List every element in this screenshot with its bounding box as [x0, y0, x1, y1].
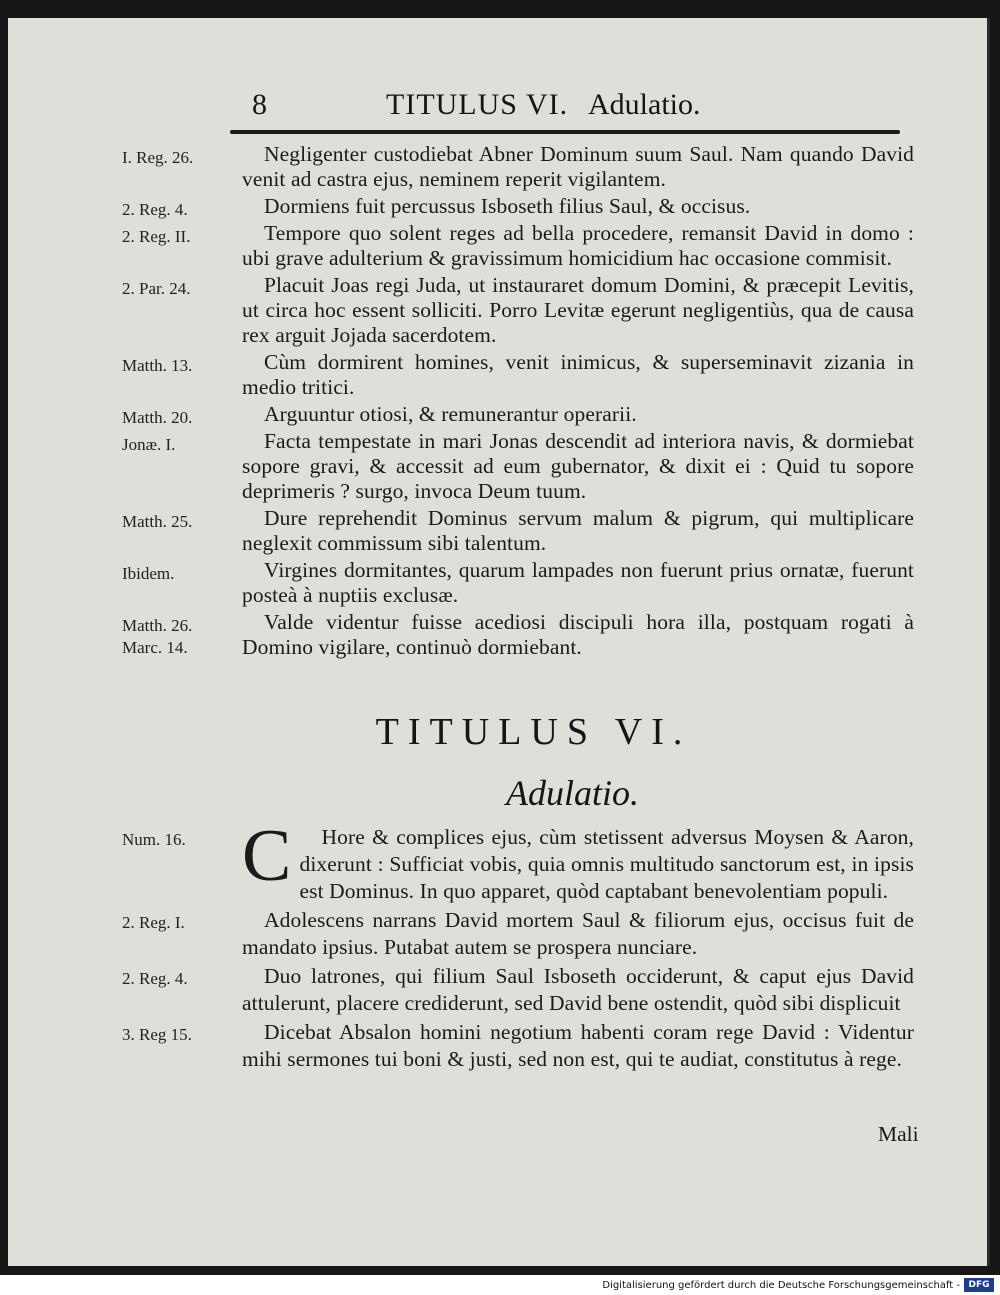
entry-text: Valde videntur fuisse acediosi discipuli hora illa, postquam rogati à Domino vigilare, continuò dormiebant. [242, 610, 914, 659]
running-title: TITULUS VI. [386, 88, 569, 121]
entry [8, 429, 987, 504]
entry-text: Cùm dormirent homines, venit inimicus, & superseminavit zizania in medio tritici. [242, 350, 914, 399]
entry [8, 815, 987, 905]
entry-text: Dure reprehendit Dominus servum malum & pigrum, qui multiplicare neglexit commissum sibi talentum. [242, 506, 914, 555]
entry-text: Arguuntur otiosi, & remunerantur operarii. [264, 402, 637, 426]
entry [8, 221, 987, 271]
page-number: 8 [252, 88, 267, 121]
entry-text: Facta tempestate in mari Jonas descendit ad interiora navis, & dormiebat sopore gravi, & accessit ad eum gubernator, & dixit ei : Quid tu sopore deprimeris ? surgo, invoca Deum tuum. [242, 429, 914, 503]
entry [8, 1019, 987, 1073]
margin-reference: 3. Reg 15. [122, 1025, 192, 1044]
entry-text: Dicebat Absalon homini negotium habenti coram rege David : Videntur mihi sermones tui boni & justi, sed non est, qui te audiat, constitutus à rege. [242, 1020, 914, 1071]
margin-reference: Matth. 13. [122, 356, 193, 375]
header-rule [230, 130, 900, 134]
entry [8, 907, 987, 961]
margin-reference: Matth. 20. [122, 408, 193, 427]
margin-reference: I. Reg. 26. [122, 148, 194, 167]
margin-reference: 2. Reg. 4. [122, 969, 188, 988]
entries-top [8, 142, 987, 662]
entry [8, 610, 987, 660]
entry-text [242, 815, 914, 905]
entry-text: Negligenter custodiebat Abner Dominum suum Saul. Nam quando David venit ad castra ejus, neminem reperit vigilantem. [242, 142, 914, 191]
entry-text: Duo latrones, qui filium Saul Isboseth occiderunt, & caput ejus David attulerunt, placere crediderunt, sed David bene ostendit, quòd sibi displicuit [242, 964, 914, 1015]
entry [8, 142, 987, 192]
entry [8, 273, 987, 348]
entry-text: Placuit Joas regi Juda, ut instauraret domum Domini, & præcepit Levitis, ut circa hoc essent solliciti. Porro Levitæ egerunt negligentiùs, qua de causa rex arguit Jojada sacerdotem. [242, 273, 914, 347]
running-subtitle: Adulatio. [588, 88, 701, 121]
margin-reference: 2. Reg. I. [122, 913, 185, 932]
entry-text-rest: Hore & complices ejus, cùm stetissent adversus Moysen & Aaron, dixerunt : Sufficiat vobis, quia omnis multitudo sanctorum est, in ipsis est Dominus. In quo apparet, quòd captabant benevolentiam populi. [299, 825, 914, 903]
entry-text: Adolescens narrans David mortem Saul & filiorum ejus, occisus fuit de mandato ipsius. Putabat autem se prospera nunciare. [242, 908, 914, 959]
entries-bottom [8, 815, 987, 1075]
catchword: Mali [878, 1122, 919, 1146]
margin-reference: Num. 16. [122, 830, 186, 849]
drop-cap: C [242, 815, 292, 897]
entry [8, 350, 987, 400]
margin-reference: Ibidem. [122, 564, 175, 583]
book-page [8, 18, 990, 1266]
margin-reference: 2. Reg. II. [122, 227, 191, 246]
entry [8, 963, 987, 1017]
entry [8, 558, 987, 608]
entry [8, 402, 987, 427]
section-subtitle: Adulatio. [506, 773, 639, 813]
margin-reference: Matth. 25. [122, 512, 193, 531]
margin-reference: 2. Par. 24. [122, 279, 191, 298]
entry [8, 194, 987, 219]
margin-reference: Jonæ. I. [122, 435, 176, 454]
margin-reference: 2. Reg. 4. [122, 200, 188, 219]
entry [8, 506, 987, 556]
margin-reference: Matth. 26. Marc. 14. [122, 616, 193, 657]
entry-text: Dormiens fuit percussus Isboseth filius Saul, & occisus. [264, 194, 751, 218]
dfg-logo: DFG [964, 1278, 994, 1292]
entry-text: Tempore quo solent reges ad bella procedere, remansit David in domo : ubi grave adulterium & gravissimum homicidium hac occasione commisit. [242, 221, 914, 270]
section-title: TITULUS VI. [375, 711, 692, 753]
entry-text: Virgines dormitantes, quarum lampades non fuerunt prius ornatæ, fuerunt posteà à nuptiis exclusæ. [242, 558, 914, 607]
footer-credit: Digitalisierung gefördert durch die Deutsche Forschungsgemeinschaft - [602, 1280, 960, 1291]
